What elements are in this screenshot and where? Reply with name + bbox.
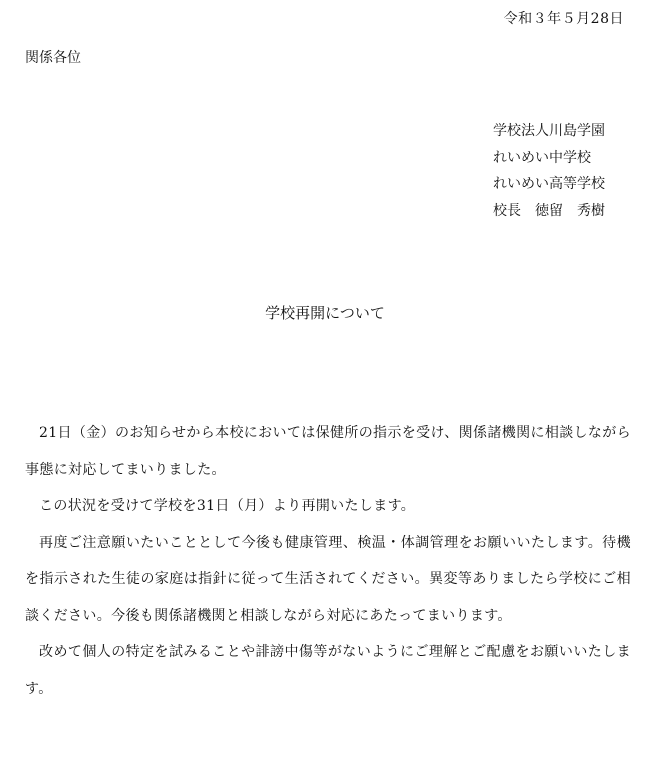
sender-school-corporation: 学校法人川島学園 (493, 123, 605, 139)
body-paragraph: 21日（金）のお知らせから本校においては保健所の指示を受け、関係諸機関に相談しながら事態に対応してまいりました。 (25, 425, 631, 478)
sender-principal: 校長 徳留 秀樹 (493, 202, 605, 219)
body-paragraph: 再度ご注意願いたいこととして今後も健康管理、検温・体調管理をお願いいたします。待機を指示された生徒の家庭は指針に従って生活されてください。異変等ありましたら学校にご相談ください。今後も関係諸機関と相談しながら対応にあたってまいります。 (25, 534, 631, 624)
document-body (25, 415, 631, 707)
sender-junior-high: れいめい中学校 (493, 149, 591, 166)
addressee: 関係各位 (25, 50, 81, 66)
body-paragraph: この状況を受けて学校を31日（月）より再開いたします。 (39, 498, 416, 514)
body-paragraph: 改めて個人の特定を試みることや誹謗中傷等がないようにご理解とご配慮をお願いいたします。 (25, 644, 631, 697)
sender-high-school: れいめい高等学校 (493, 176, 605, 192)
document-date: 令和３年５月28日 (503, 11, 624, 27)
document-title: 学校再開について (265, 304, 385, 322)
sender-block (493, 121, 633, 227)
